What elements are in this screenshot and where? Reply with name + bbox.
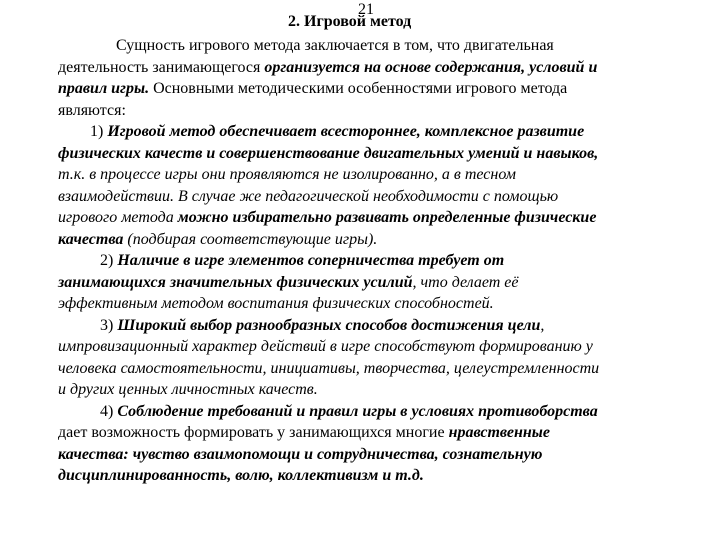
text-run: Сущность игрового метода заключается в том, что двигательная	[116, 37, 554, 54]
text-line	[58, 57, 700, 79]
section-heading: 2. Игровой метод	[288, 13, 412, 30]
text-run: Широкий выбор разнообразных способов достижения цели	[117, 316, 541, 334]
text-line	[58, 358, 700, 380]
text-run: , что делает её	[412, 273, 519, 291]
text-line	[58, 207, 700, 229]
text-run: правил игры.	[58, 80, 150, 97]
text-run: ,	[540, 316, 545, 334]
text-run: качества: чувство взаимопомощи и сотрудничества, сознательную	[58, 445, 543, 463]
text-run: 1)	[90, 123, 108, 140]
text-run: игрового метода	[58, 209, 178, 226]
text-run: эффективным методом воспитания физических способностей.	[58, 295, 494, 312]
text-line	[58, 465, 700, 487]
text-run: 4)	[100, 402, 118, 420]
text-run: Основными методическими особенностями игрового метода	[149, 80, 568, 97]
text-run: нравственные	[448, 424, 550, 441]
text-line	[58, 336, 700, 358]
text-run: и других ценных личностных качеств.	[58, 381, 318, 398]
text-line	[58, 78, 700, 100]
text-run: деятельность занимающегося	[58, 58, 265, 76]
text-line	[58, 100, 700, 122]
text-line	[58, 229, 700, 251]
text-run: дисциплинированность, волю, коллективизм и т.д.	[58, 467, 424, 484]
text-line	[60, 121, 700, 143]
text-run: взаимодействии. В случае же педагогической необходимости с помощью	[58, 187, 559, 205]
text-run: являются:	[58, 101, 126, 119]
text-run: качества	[58, 230, 124, 248]
text-run: (подбирая соответствующие игры).	[123, 230, 378, 248]
text-run: можно избирательно развивать определенные физические	[177, 209, 597, 226]
text-line	[58, 379, 700, 401]
text-run: Соблюдение требований и правил игры в условиях противоборства	[117, 402, 598, 420]
text-run: 2)	[100, 252, 118, 269]
text-run: 3)	[100, 316, 118, 334]
text-run: человека самостоятельности, инициативы, творчества, целеустремленности	[58, 359, 600, 377]
text-line	[58, 422, 700, 444]
page-number: 21	[358, 1, 374, 18]
text-line	[58, 293, 700, 315]
text-line	[60, 401, 700, 423]
text-line	[60, 35, 700, 57]
text-line	[58, 143, 700, 165]
text-line	[58, 164, 700, 186]
text-line	[60, 315, 700, 337]
text-line	[58, 444, 700, 466]
text-run: т.к. в процессе игры они проявляются не изолированно, а в тесном	[58, 166, 516, 183]
text-run: дает возможность формировать у занимающихся многие	[58, 424, 449, 441]
text-run: организуется на основе содержания, условий и	[264, 58, 598, 76]
text-run: Игровой метод обеспечивает всестороннее, комплексное развитие	[107, 123, 585, 140]
text-run: Наличие в игре элементов соперничества требует от	[117, 252, 505, 269]
text-run: занимающихся значительных физических усилий	[58, 273, 413, 291]
text-line	[58, 186, 700, 208]
body-text	[60, 35, 700, 487]
text-line	[60, 250, 700, 272]
text-line	[58, 272, 700, 294]
text-run: физических качеств и совершенствование двигательных умений и навыков,	[58, 144, 599, 162]
text-run: импровизационный характер действий в игре способствуют формированию у	[58, 338, 593, 355]
